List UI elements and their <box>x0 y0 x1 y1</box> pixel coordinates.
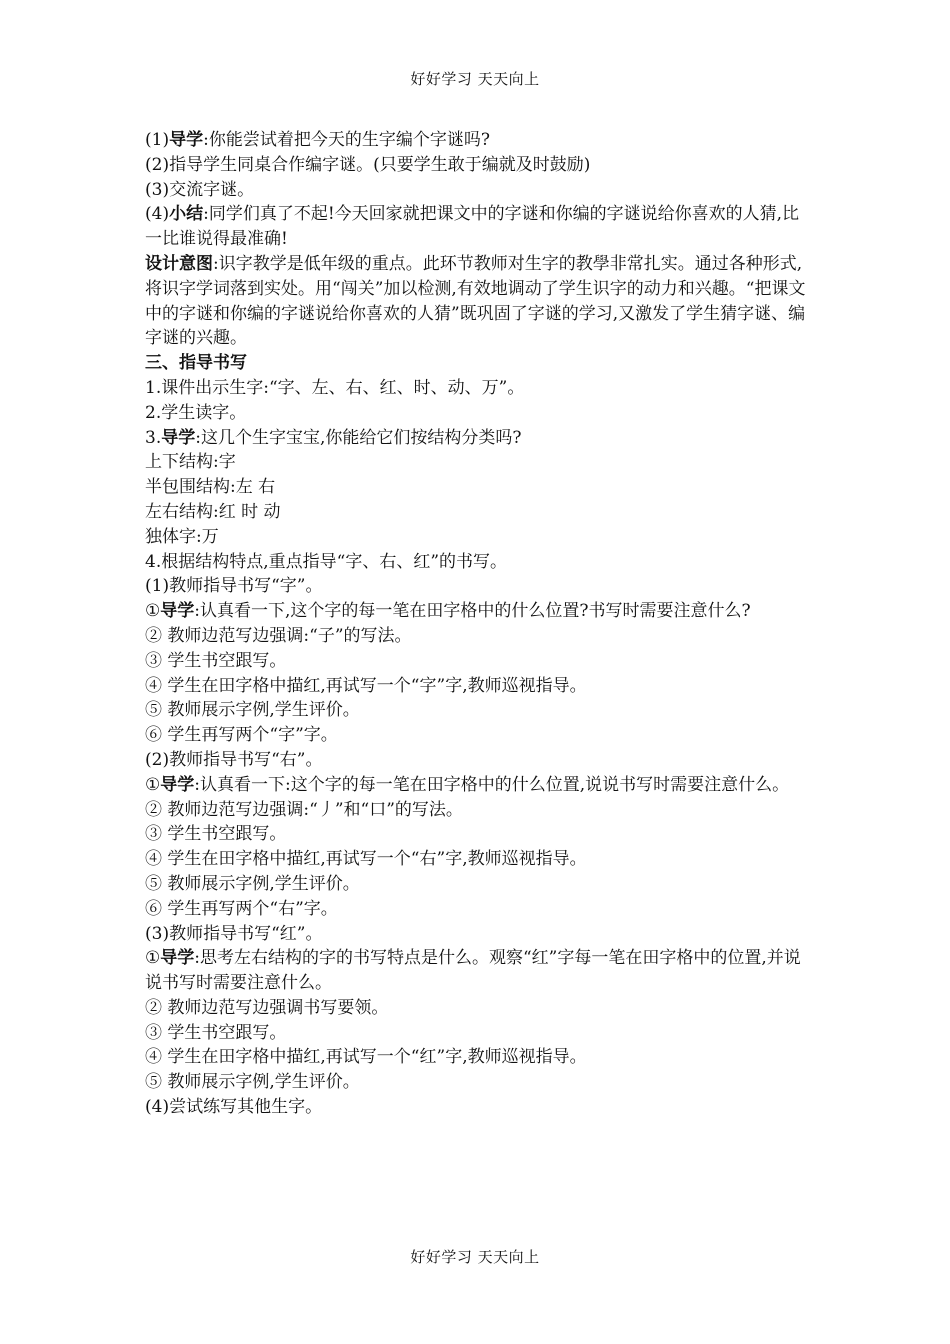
text-line: ③ 学生书空跟写。 <box>145 1022 287 1043</box>
text-line: 半包围结构:左 右 <box>145 477 276 498</box>
document-body <box>145 128 810 1120</box>
section-heading: 三、指导书写 <box>145 353 247 374</box>
page-footer: 好好学习 天天向上 <box>410 1248 540 1266</box>
text-line: (4)尝试练写其他生字。 <box>145 1097 323 1118</box>
text-line: 独体字:万 <box>145 526 219 547</box>
text-line: ⑤ 教师展示字例,学生评价。 <box>145 873 360 894</box>
text-line: (1)教师指导书写“字”。 <box>145 576 323 597</box>
text-line: 左右结构:红 时 动 <box>145 501 281 522</box>
text-line: ④ 学生在田字格中描红,再试写一个“字”字,教师巡视指导。 <box>145 675 587 696</box>
text-line: 2.学生读字。 <box>145 402 247 423</box>
text-line: ② 教师边范写边强调:“丿”和“口”的写法。 <box>145 799 463 820</box>
text-line: 3.导学:这几个生字宝宝,你能给它们按结构分类吗? <box>145 427 522 448</box>
text-line: (3)教师指导书写“红”。 <box>145 923 323 944</box>
text-line: ④ 学生在田字格中描红,再试写一个“右”字,教师巡视指导。 <box>145 849 587 870</box>
text-line: (2)教师指导书写“右”。 <box>145 749 323 770</box>
text-line: ③ 学生书空跟写。 <box>145 650 287 671</box>
text-line: (1)导学:你能尝试着把今天的生字编个字谜吗? <box>145 130 490 150</box>
text-line: (3)交流字谜。 <box>145 179 255 200</box>
text-line: ①导学:认真看一下:这个字的每一笔在田字格中的什么位置,说说书写时需要注意什么。 <box>145 774 790 795</box>
text-line: ⑥ 学生再写两个“右”字。 <box>145 898 338 919</box>
text-line: ⑥ 学生再写两个“字”字。 <box>145 725 338 746</box>
text-line: 1.课件出示生字:“字、左、右、红、时、动、万”。 <box>145 377 525 398</box>
text-line: ①导学:思考左右结构的字的书写特点是什么。观察“红”字每一笔在田字格中的位置,并说说书写时需要注意什么。 <box>145 948 801 994</box>
text-line: ⑤ 教师展示字例,学生评价。 <box>145 700 360 721</box>
text-line: ①导学:认真看一下,这个字的每一笔在田字格中的什么位置?书写时需要注意什么? <box>145 601 751 622</box>
text-line: ⑤ 教师展示字例,学生评价。 <box>145 1072 360 1093</box>
text-line: ③ 学生书空跟写。 <box>145 824 287 845</box>
text-line: 上下结构:字 <box>145 452 236 473</box>
design-intent-paragraph: 设计意图:识字教学是低年级的重点。此环节教师对生字的教學非常扎实。通过各种形式,将识字学词落到实处。用“闯关”加以检测,有效地调动了学生识字的动力和兴趣。“把课文中的字谜和你编的字谜说给你喜欢的人猜”既巩固了字谜的学习,又激发了学生猜字谜、编字谜的兴趣。 <box>145 253 806 349</box>
text-line: (4)小结:同学们真了不起!今天回家就把课文中的字谜和你编的字谜说给你喜欢的人猜,比一比谁说得最准确! <box>145 204 800 250</box>
text-line: (2)指导学生同桌合作编字谜。(只要学生敢于编就及时鼓励) <box>145 154 591 175</box>
text-line: ② 教师边范写边强调书写要领。 <box>145 997 389 1018</box>
text-line: ④ 学生在田字格中描红,再试写一个“红”字,教师巡视指导。 <box>145 1047 587 1068</box>
text-line: ② 教师边范写边强调:“子”的写法。 <box>145 625 412 646</box>
page-header: 好好学习 天天向上 <box>410 70 540 88</box>
text-line: 4.根据结构特点,重点指导“字、右、红”的书写。 <box>145 551 508 572</box>
